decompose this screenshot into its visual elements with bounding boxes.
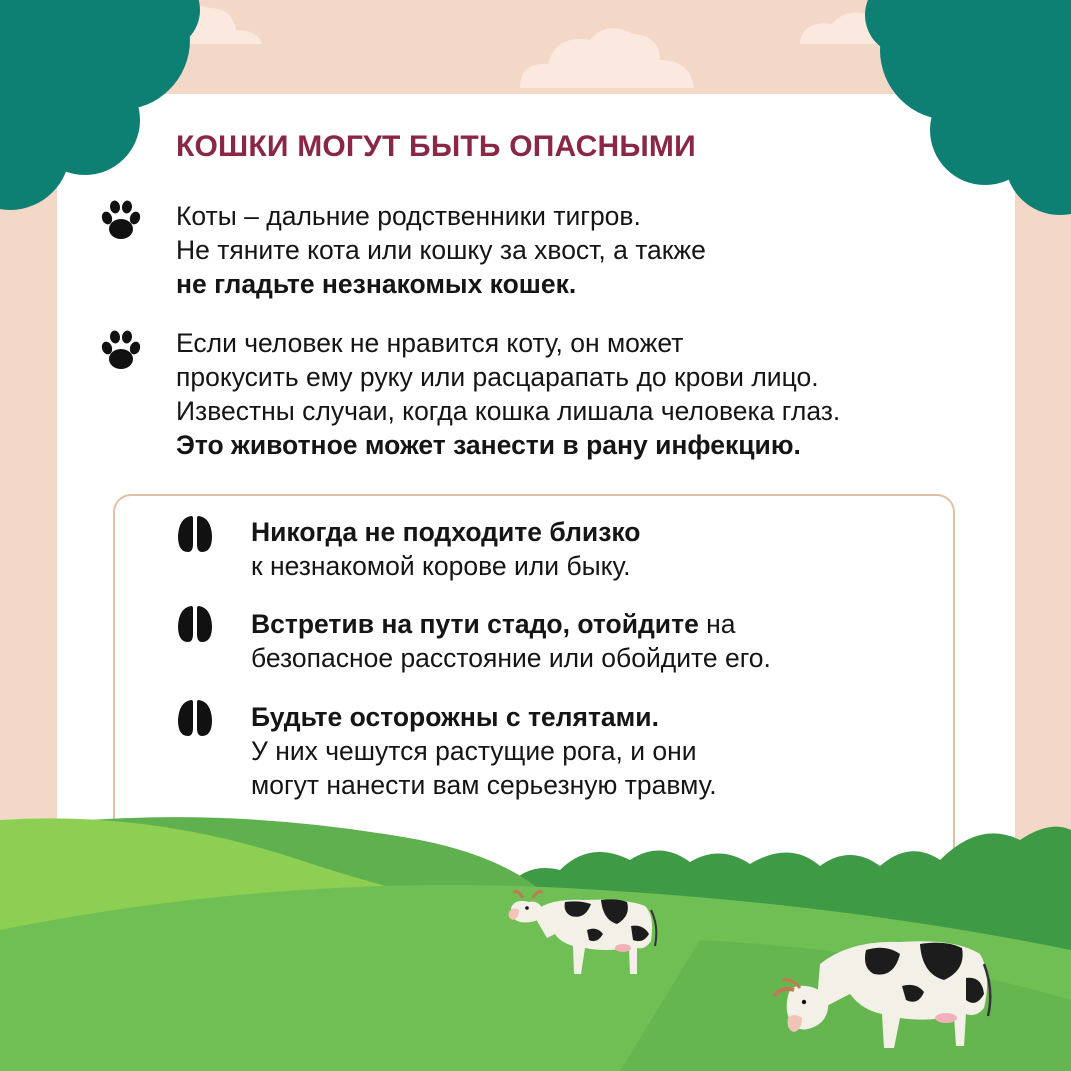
text-line: на xyxy=(698,609,736,639)
text-line: Известны случаи, когда кошка лишала человека глаз. xyxy=(176,396,841,426)
bold-text: Будьте осторожны с телятами. xyxy=(251,702,659,732)
cow-tip-2 xyxy=(251,607,771,675)
bold-text: не гладьте незнакомых кошек. xyxy=(176,269,577,299)
cow-tip-1 xyxy=(251,515,640,583)
bold-text: Встретив на пути стадо, отойдите xyxy=(251,609,699,639)
cow-illustration-large xyxy=(770,934,995,1052)
hoof-icon xyxy=(176,604,214,644)
page-title: КОШКИ МОГУТ БЫТЬ ОПАСНЫМИ xyxy=(176,130,696,163)
hoof-icon xyxy=(176,698,214,738)
text-line: Коты – дальние родственники тигров. xyxy=(176,201,641,231)
text-line: прокусить ему руку или расцарапать до крови лицо. xyxy=(176,362,819,392)
text-line: к незнакомой корове или быку. xyxy=(251,551,631,581)
hoof-icon xyxy=(176,514,214,554)
bold-text: Это животное может занести в рану инфекцию. xyxy=(176,430,801,460)
cow-illustration-small xyxy=(505,886,660,981)
text-line: Не тяните кота или кошку за хвост, а также xyxy=(176,235,706,265)
cow-tip-3 xyxy=(251,700,717,802)
text-line: безопасное расстояние или обойдите его. xyxy=(251,643,771,673)
tree-left xyxy=(0,0,200,210)
cats-paragraph-2 xyxy=(176,326,840,462)
tree-right xyxy=(865,0,1071,215)
paw-icon xyxy=(98,198,144,244)
text-line: У них чешутся растущие рога, и они xyxy=(251,736,697,766)
cats-paragraph-1 xyxy=(176,199,706,301)
text-line: могут нанести вам серьезную травму. xyxy=(251,770,717,800)
paw-icon xyxy=(98,328,144,374)
text-line: Если человек не нравится коту, он может xyxy=(176,328,684,358)
bold-text: Никогда не подходите близко xyxy=(251,517,641,547)
